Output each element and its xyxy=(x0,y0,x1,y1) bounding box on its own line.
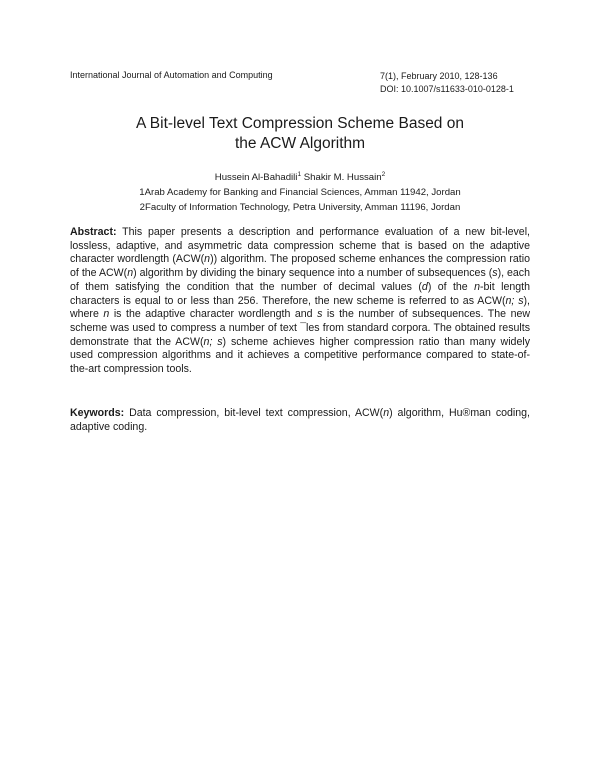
abstract-var: n xyxy=(103,308,110,321)
affiliation-1: 1Arab Academy for Banking and Financial Sciences, Amman 11942, Jordan xyxy=(139,187,461,198)
abstract-text: This paper presents a description and performance evaluation of a new bit-level, lossless, adaptive, and asymmetric data compression scheme that is based on the adaptive character wordlength (ACW( xyxy=(70,226,530,266)
abstract-var: n; s xyxy=(203,335,223,348)
title-line-1: A Bit-level Text Compression Scheme Based on xyxy=(136,115,464,132)
abstract xyxy=(70,226,530,377)
abstract-var: n xyxy=(204,253,211,266)
abstract-text: is the number of subsequences. The new scheme was used to compress a number of text ¯les from standard corpora. The obtained results demonstrate that the ACW( xyxy=(70,308,531,348)
abstract-text: ) of the xyxy=(427,280,475,293)
journal-name: International Journal of Automation and Computing xyxy=(70,70,273,80)
paper-title xyxy=(60,114,540,154)
affiliation-2: 2Faculty of Information Technology, Petra University, Amman 11196, Jordan xyxy=(139,202,461,213)
abstract-text: -bit length characters is equal to or less than 256. Therefore, the new scheme is referred to as ACW( xyxy=(70,280,530,307)
keywords-var: n xyxy=(383,407,390,419)
author-1-marker: 1 xyxy=(297,170,302,178)
keywords-text: ) algorithm, Hu®man coding, adaptive coding. xyxy=(70,407,530,433)
abstract-text: is the adaptive character wordlength and xyxy=(109,308,318,321)
issue-line: 7(1), February 2010, 128-136 xyxy=(380,71,498,81)
abstract-text: ) algorithm by dividing the binary sequence into a number of subsequences ( xyxy=(133,267,493,280)
abstract-text: ) scheme achieves higher compression ratio than many widely used compression algorithms and it achieves a competitive performance compared to state-of-the-art compression tools. xyxy=(70,335,530,376)
abstract-text: ), where xyxy=(70,294,531,321)
abstract-text: )) algorithm. The proposed scheme enhances the compression ratio of the ACW( xyxy=(70,253,530,280)
title-line-2: the ACW Algorithm xyxy=(234,135,366,152)
author-names xyxy=(60,170,540,185)
abstract-var: n xyxy=(127,267,134,280)
keywords xyxy=(70,407,530,434)
author-block xyxy=(60,170,540,215)
keywords-label: Keywords: xyxy=(70,407,125,419)
issue-info xyxy=(380,70,514,96)
abstract-var: s xyxy=(317,308,323,321)
author-2-marker: 2 xyxy=(381,170,386,178)
abstract-text: ), each of them satisfying the condition that the number of decimal values ( xyxy=(70,267,530,293)
author-2: Shakir M. Hussain xyxy=(303,172,382,183)
keywords-text: Data compression, bit-level text compression, ACW( xyxy=(124,407,384,419)
abstract-var: n; s xyxy=(505,294,524,307)
abstract-var: s xyxy=(492,267,498,280)
abstract-var: n xyxy=(474,280,481,293)
author-1: Hussein Al-Bahadili xyxy=(214,172,298,183)
abstract-var: d xyxy=(421,280,428,293)
doi-line: DOI: 10.1007/s11633-010-0128-1 xyxy=(380,84,514,94)
abstract-label: Abstract: xyxy=(70,226,117,238)
